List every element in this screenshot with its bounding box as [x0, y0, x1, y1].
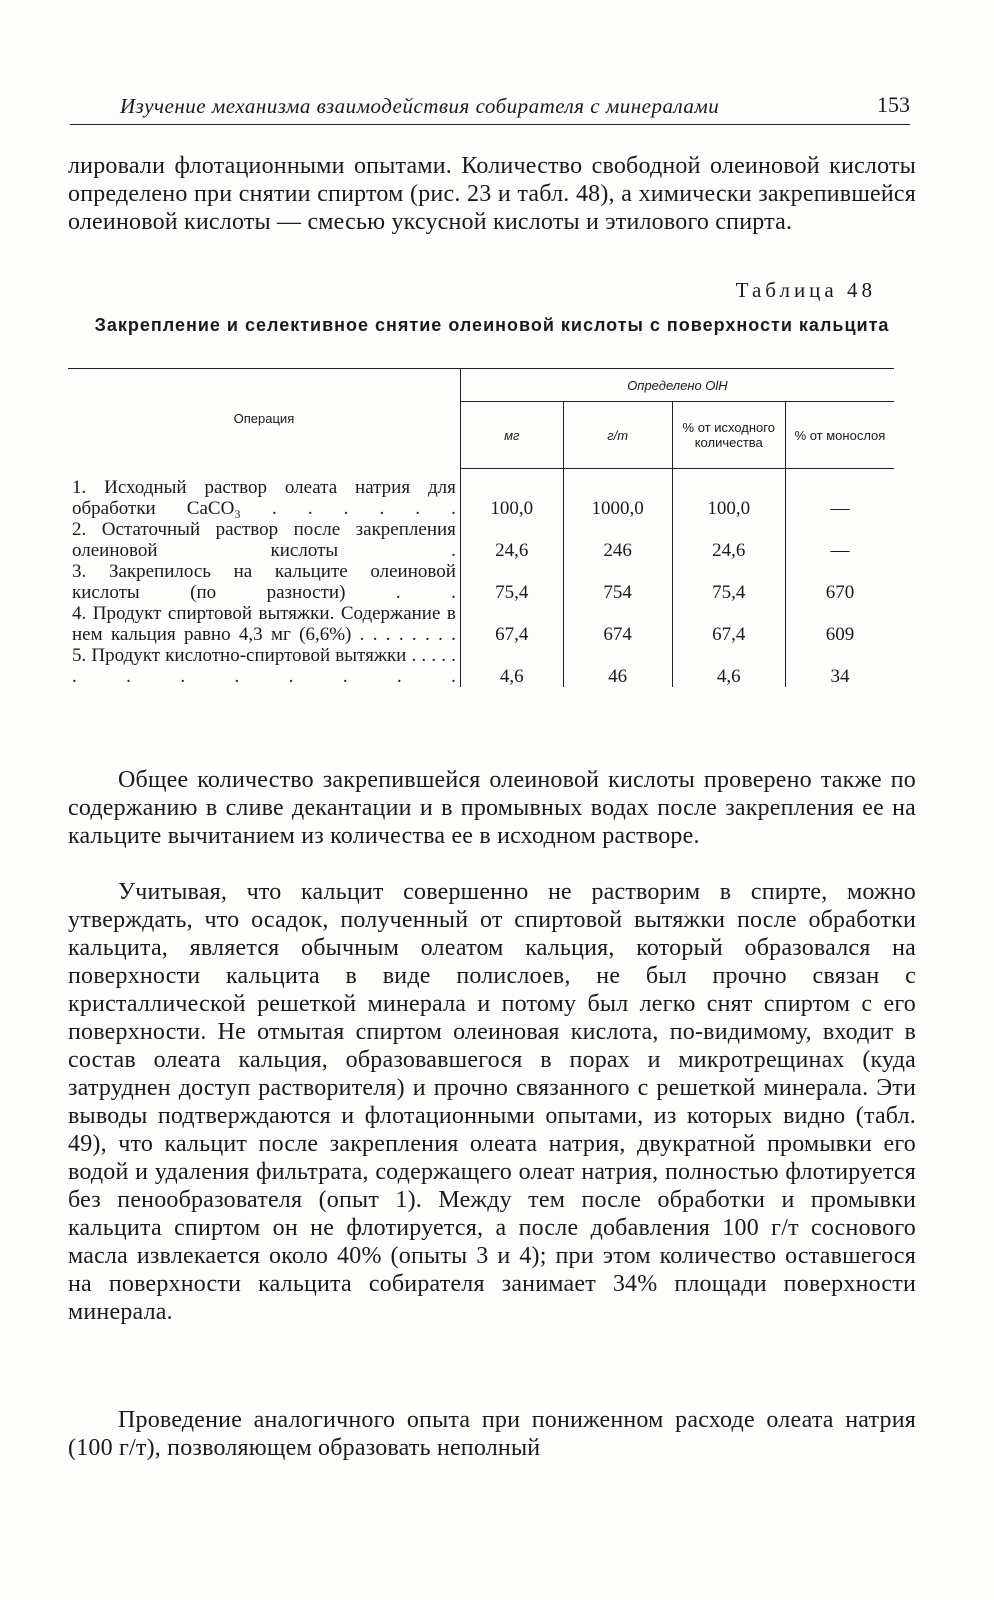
cell-pct-monolayer: 670	[785, 561, 894, 603]
cell-mg: 24,6	[460, 519, 563, 561]
cell-pct-monolayer: 609	[785, 603, 894, 645]
cell-mg: 100,0	[460, 477, 563, 519]
row-operation: 1. Исходный раствор олеата натрия для обработки CaCO₃ . . . . . .	[68, 477, 460, 519]
cell-pct-monolayer: 34	[785, 645, 894, 687]
cell-pct-monolayer: —	[785, 519, 894, 561]
cell-mg: 75,4	[460, 561, 563, 603]
header-operation: Операция	[68, 369, 460, 469]
cell-mg: 4,6	[460, 645, 563, 687]
cell-pct-initial: 100,0	[672, 477, 785, 519]
running-title: Изучение механизма взаимодействия собирателя с минералами	[120, 94, 720, 118]
intro-paragraph: лировали флотационными опытами. Количество свободной олеиновой кислоты определено при снятии спиртом (рис. 23 и табл. 48), а химически закрепившейся олеиновой кислоты — смесью уксусной кислоты и этилового спирта.	[68, 153, 916, 235]
paragraph-3: Проведение аналогичного опыта при пониженном расходе олеата натрия (100 г/т), позволяющем образовать неполный	[68, 1407, 916, 1461]
cell-gt: 674	[563, 603, 672, 645]
header-gt: г/т	[563, 402, 672, 469]
header-pct-initial: % от исходного количества	[672, 402, 785, 469]
table-title: Закрепление и селективное снятие олеиновой кислоты с поверхности кальцита	[94, 315, 890, 335]
cell-pct-initial: 24,6	[672, 519, 785, 561]
table-row	[68, 477, 894, 519]
row-operation: 4. Продукт спиртовой вытяжки. Содержание в нем кальция равно 4,3 мг (6,6%) . . . . . . . .	[68, 603, 460, 645]
data-table	[68, 368, 894, 687]
row-operation: 2. Остаточный раствор после закрепления олеиновой кислоты .	[68, 519, 460, 561]
cell-pct-monolayer: —	[785, 477, 894, 519]
running-header	[70, 88, 910, 125]
cell-gt: 754	[563, 561, 672, 603]
cell-gt: 246	[563, 519, 672, 561]
paragraph-1: Общее количество закрепившейся олеиновой кислоты проверено также по содержанию в сливе декантации и в промывных водах после закрепления ее на кальците вычитанием из количества ее в исходном растворе.	[68, 767, 916, 849]
header-pct-monolayer: % от монослоя	[785, 402, 894, 469]
cell-pct-initial: 75,4	[672, 561, 785, 603]
cell-pct-initial: 67,4	[672, 603, 785, 645]
cell-mg: 67,4	[460, 603, 563, 645]
table-row	[68, 603, 894, 645]
header-mg: мг	[460, 402, 563, 469]
row-operation: 5. Продукт кислотно-спиртовой вытяжки . . . . . . . . . . . . .	[68, 645, 460, 687]
cell-gt: 1000,0	[563, 477, 672, 519]
paragraph-2: Учитывая, что кальцит совершенно не растворим в спирте, можно утверждать, что осадок, полученный от спиртовой вытяжки после обработки кальцита, является обычным олеатом кальция, который образовался на поверхности кальцита в виде полислоев, не был прочно связан с кристаллической решеткой минерала и потому был легко снят спиртом с его поверхности. Не отмытая спиртом олеиновая кислота, по-видимому, входит в состав олеата кальция, образовавшегося в порах и микротрещинах (куда затруднен доступ растворителя) и прочно связанного с решеткой минерала. Эти выводы подтверждаются и флотационными опытами, из которых видно (табл. 49), что кальцит после закрепления олеата натрия, двукратной промывки его водой и удаления фильтрата, содержащего олеат натрия, полностью флотируется без пенообразователя (опыт 1). Между тем после обработки и промывки кальцита спиртом он не флотируется, а после добавления 100 г/т соснового масла извлекается около 40% (опыты 3 и 4); при этом количество оставшегося на поверхности кальцита собирателя занимает 34% площади поверхности минерала.	[68, 879, 916, 1325]
table-row	[68, 519, 894, 561]
table-label: Таблица 48	[735, 278, 876, 302]
header-determined: Определено OlH	[460, 369, 894, 402]
row-operation: 3. Закрепилось на кальците олеиновой кислоты (по разности) . .	[68, 561, 460, 603]
table-row	[68, 561, 894, 603]
cell-gt: 46	[563, 645, 672, 687]
page-number: 153	[877, 92, 910, 117]
table-row	[68, 645, 894, 687]
cell-pct-initial: 4,6	[672, 645, 785, 687]
